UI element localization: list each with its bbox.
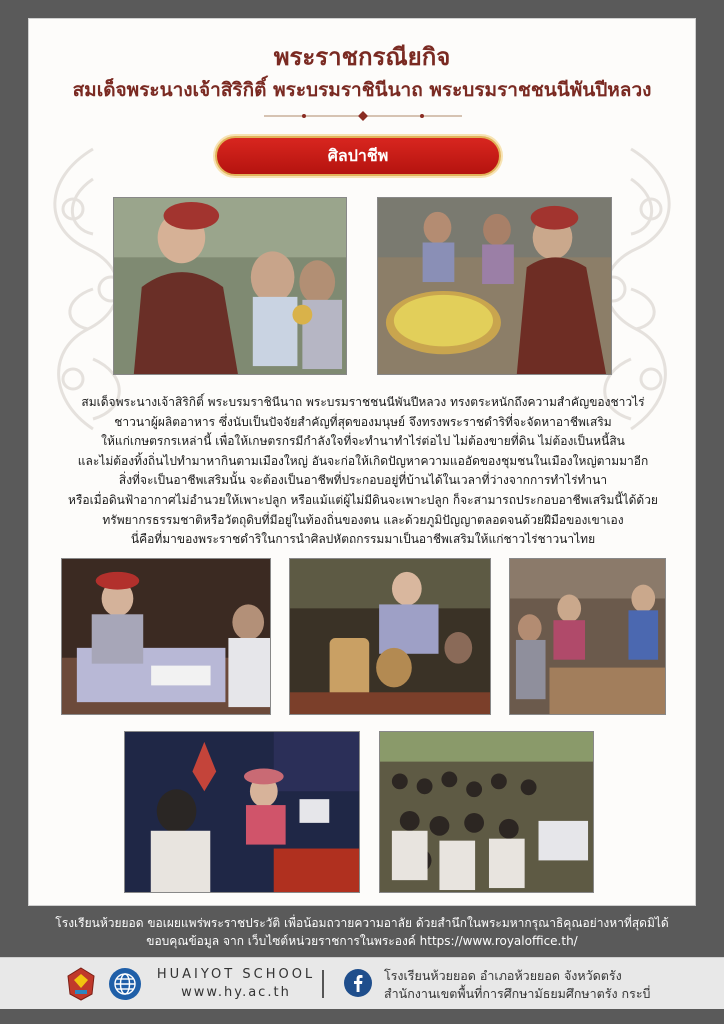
page-subtitle: สมเด็จพระนางเจ้าสิริกิติ์ พระบรมราชินีนาถ พระบรมราชชนนีพันปีหลวง: [72, 79, 652, 101]
school-website-link[interactable]: www.hy.ac.th: [181, 985, 291, 1000]
poster-card: [28, 18, 696, 906]
body-line: หรือเมื่อดินฟ้าอากาศไม่อำนวยให้เพาะปลูก หรือแม้แต่ผู้ไม่มีดินจะเพาะปลูก ก็จะสามารถประกอบอาชีพเสริมนี้ได้ด้วย: [68, 492, 658, 507]
section-ribbon: ศิลปาชีพ: [215, 136, 501, 176]
photo-mid-left: [61, 558, 271, 715]
footer-credit-line: ขอบคุณข้อมูล จาก เว็บไซต์หน่วยราชการในพระองค์ https://www.royaloffice.th/: [146, 934, 578, 948]
divider-ornament-icon: [264, 111, 462, 121]
facebook-page-name[interactable]: โรงเรียนห้วยยอด อำเภอห้วยยอด จังหวัดตรัง: [384, 968, 622, 983]
footer-credit-line: โรงเรียนห้วยยอด ขอเผยแพร่พระราชประวัติ เพื่อน้อมถวายความอาลัย ด้วยสำนึกในพระมหากรุณาธิคุณอย่างหาที่สุดมิได้: [55, 916, 669, 930]
photo-mid-center: [289, 558, 491, 715]
facebook-icon[interactable]: [344, 969, 372, 997]
body-line: ให้แก่เกษตรกรเหล่านี้ เพื่อให้เกษตรกรมีกำลังใจที่จะทำนาทำไร่ต่อไป ไม่ต้องขายที่ดิน ไม่ต้องเป็นหนี้สิน: [101, 434, 625, 449]
school-crest-icon: [66, 966, 96, 1002]
body-line: นี่คือที่มาของพระราชดำริในการนำศิลปหัตถกรรมมาเป็นอาชีพเสริมให้แก่ชาวไร่ชาวนาไทย: [130, 532, 596, 547]
photo-top-left: [113, 197, 347, 375]
footer-divider: [322, 970, 324, 998]
school-name: HUAIYOT SCHOOL: [156, 967, 316, 982]
photo-bottom-right: [379, 731, 594, 893]
body-line: ทรัพยากรธรรมชาติหรือวัตถุดิบที่มีอยู่ในท้องถิ่นของตน และด้วยภูมิปัญญาตลอดจนด้วยฝีมือของเขาเอง: [102, 512, 624, 527]
photo-mid-right: [509, 558, 666, 715]
page-title: พระราชกรณียกิจ: [273, 42, 451, 71]
photo-top-right: [377, 197, 612, 375]
globe-icon[interactable]: [108, 967, 142, 1001]
school-footer-bar: [0, 957, 724, 1009]
photo-bottom-left: [124, 731, 360, 893]
body-line: สมเด็จพระนางเจ้าสิริกิติ์ พระบรมราชินีนาถ พระบรมราชชนนีพันปีหลวง ทรงตระหนักถึงความสำคัญของชาวไร่: [81, 395, 645, 409]
body-paragraph: [47, 393, 679, 550]
body-line: สิ่งที่จะเป็นอาชีพเสริมนั้น จะต้องเป็นอาชีพที่ประกอบอยู่ที่บ้านได้ในเวลาที่ว่างจากการทำไร่ทำนา: [118, 473, 608, 488]
body-line: และไม่ต้องทิ้งถิ่นไปทำมาหากินตามเมืองใหญ่ อันจะก่อให้เกิดปัญหาความแออัดของชุมชนในเมืองใหญ่ตามมาอีก: [77, 453, 649, 468]
facebook-page-subtitle: สำนักงานเขตพื้นที่การศึกษามัธยมศึกษาตรัง กระบี่: [384, 986, 651, 1001]
body-line: ชาวนาผู้ผลิตอาหาร ซึ่งนับเป็นปัจจัยสำคัญที่สุดของมนุษย์ จึงทรงพระราชดำริที่จะจัดหาอาชีพเสริม: [114, 414, 612, 429]
footer-credit: [0, 914, 724, 950]
